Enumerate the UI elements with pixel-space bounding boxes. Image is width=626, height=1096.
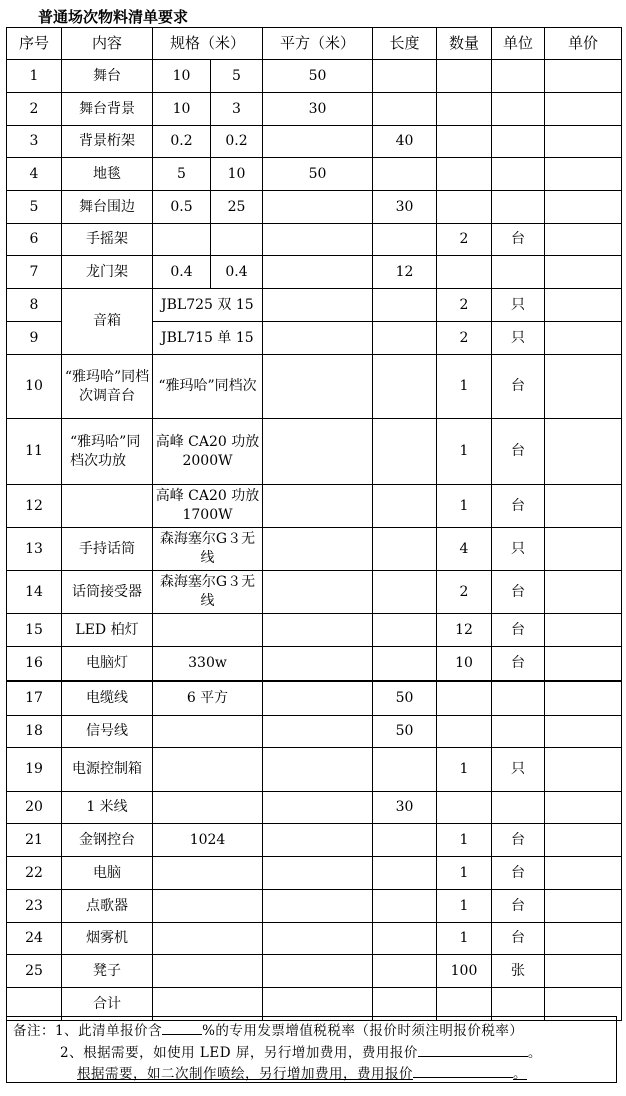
cell-length <box>373 571 437 614</box>
cell-spec2: 3 <box>211 93 263 126</box>
header-row <box>7 28 622 60</box>
cell-price <box>545 158 622 191</box>
cell-length <box>373 60 437 93</box>
cell-spec: 330w <box>153 647 263 681</box>
cell-price <box>545 923 622 955</box>
table-row <box>7 60 622 93</box>
cell-no: 7 <box>7 256 62 289</box>
cell-unit: 台 <box>492 647 545 681</box>
cell-length: 12 <box>373 256 437 289</box>
cell-spec: 高峰 CA20 功放 2000W <box>153 419 263 485</box>
cell-spec <box>153 955 263 988</box>
note-3-text-a: 根据需要，如二次制作喷绘，另行增加费用，费用报价 <box>77 1066 413 1082</box>
cell-spec2 <box>211 224 263 256</box>
cell-length <box>373 857 437 890</box>
cell-price <box>545 126 622 158</box>
cell-unit: 只 <box>492 528 545 571</box>
cell-price <box>545 224 622 256</box>
cell-length <box>373 419 437 485</box>
cell-length <box>373 748 437 792</box>
cell-item: 背景桁架 <box>62 126 153 158</box>
cell-qty: 100 <box>437 955 492 988</box>
cell-qty <box>437 158 492 191</box>
cell-no: 10 <box>7 355 62 419</box>
cell-spec1: 10 <box>153 60 211 93</box>
cell-item: 电缆线 <box>62 681 153 716</box>
cell-unit: 台 <box>492 614 545 647</box>
cell-unit: 台 <box>492 923 545 955</box>
cell-qty: 2 <box>437 322 492 355</box>
cell-unit: 台 <box>492 824 545 857</box>
cell-no: 5 <box>7 191 62 224</box>
table-row <box>7 748 622 792</box>
cell-qty: 2 <box>437 289 492 322</box>
cell-area <box>263 485 373 528</box>
cell-unit: 台 <box>492 419 545 485</box>
note-1-text-a: 备注：1、此清单报价含 <box>13 1023 163 1039</box>
cell-length <box>373 485 437 528</box>
cell-unit <box>492 60 545 93</box>
cell-price <box>545 857 622 890</box>
cell-qty: 2 <box>437 224 492 256</box>
cell-area <box>263 191 373 224</box>
cell-spec: JBL725 双 15 <box>153 289 263 322</box>
cell-spec: JBL715 单 15 <box>153 322 263 355</box>
cell-unit <box>492 716 545 748</box>
cell-length <box>373 224 437 256</box>
cell-item: 地毯 <box>62 158 153 191</box>
cell-length <box>373 528 437 571</box>
cell-price <box>545 824 622 857</box>
cell-length <box>373 647 437 681</box>
cell-spec: 1024 <box>153 824 263 857</box>
cell-no: 9 <box>7 322 62 355</box>
cell-length <box>373 824 437 857</box>
header-spec: 规格（米） <box>153 28 263 60</box>
cell-qty <box>437 256 492 289</box>
cell-area <box>263 289 373 322</box>
note-3-text-b: 。 <box>513 1066 527 1082</box>
cell-item: 点歌器 <box>62 890 153 923</box>
cell-spec: 6 平方 <box>153 681 263 716</box>
cell-length <box>373 289 437 322</box>
cell-price <box>545 647 622 681</box>
table-row <box>7 571 622 614</box>
cell-qty: 2 <box>437 571 492 614</box>
header-length: 长度 <box>373 28 437 60</box>
cell-price <box>545 322 622 355</box>
cell-no: 4 <box>7 158 62 191</box>
cell-unit <box>492 191 545 224</box>
cell-qty <box>437 93 492 126</box>
cell-no: 13 <box>7 528 62 571</box>
cell-no: 6 <box>7 224 62 256</box>
table-row <box>7 824 622 857</box>
cell-no: 12 <box>7 485 62 528</box>
cell-no: 19 <box>7 748 62 792</box>
cell-qty: 1 <box>437 824 492 857</box>
cell-no: 22 <box>7 857 62 890</box>
cell-spec <box>153 792 263 824</box>
cell-no: 21 <box>7 824 62 857</box>
cell-item: 凳子 <box>62 955 153 988</box>
note-line-2 <box>60 1041 542 1061</box>
cell-item: 电源控制箱 <box>62 748 153 792</box>
cell-item: 龙门架 <box>62 256 153 289</box>
note-2-text-a: 2、根据需要，如使用 LED 屏，另行增加费用，费用报价 <box>60 1045 418 1061</box>
table-row <box>7 126 622 158</box>
cell-spec: “雅玛哈”同档次 <box>153 355 263 419</box>
table-row <box>7 681 622 716</box>
cell-no: 14 <box>7 571 62 614</box>
cell-spec2: 0.2 <box>211 126 263 158</box>
table-row <box>7 355 622 419</box>
cell-unit: 只 <box>492 289 545 322</box>
cell-spec1: 0.5 <box>153 191 211 224</box>
cell-price <box>545 419 622 485</box>
table-row <box>7 224 622 256</box>
cell-no: 8 <box>7 289 62 322</box>
cell-area <box>263 419 373 485</box>
cell-unit <box>492 256 545 289</box>
led-price-blank[interactable] <box>418 1042 528 1057</box>
cell-no: 17 <box>7 681 62 716</box>
cell-no: 25 <box>7 955 62 988</box>
cell-area <box>263 647 373 681</box>
cell-area <box>263 857 373 890</box>
cell-spec2: 5 <box>211 60 263 93</box>
cell-no: 20 <box>7 792 62 824</box>
table-row <box>7 419 622 485</box>
cell-qty <box>437 792 492 824</box>
table-row <box>7 158 622 191</box>
cell-unit <box>492 158 545 191</box>
cell-unit: 只 <box>492 748 545 792</box>
cell-qty: 1 <box>437 748 492 792</box>
cell-area <box>263 571 373 614</box>
cell-item: 手摇架 <box>62 224 153 256</box>
header-area: 平方（米） <box>263 28 373 60</box>
cell-spec2: 25 <box>211 191 263 224</box>
cell-length <box>373 158 437 191</box>
cell-item: “雅玛哈”同档次调音台 <box>62 355 153 419</box>
inkjet-price-blank[interactable] <box>413 1063 513 1078</box>
cell-no: 16 <box>7 647 62 681</box>
cell-unit: 台 <box>492 571 545 614</box>
cell-price <box>545 890 622 923</box>
cell-price <box>545 792 622 824</box>
cell-qty: 1 <box>437 355 492 419</box>
table-row <box>7 256 622 289</box>
cell-spec1: 10 <box>153 93 211 126</box>
table-row <box>7 955 622 988</box>
cell-no: 18 <box>7 716 62 748</box>
cell-length: 50 <box>373 681 437 716</box>
cell-item <box>62 485 153 528</box>
cell-spec: 森海塞尔G３无线 <box>153 571 263 614</box>
cell-qty: 1 <box>437 485 492 528</box>
cell-unit <box>492 93 545 126</box>
cell-unit: 张 <box>492 955 545 988</box>
table-row <box>7 93 622 126</box>
cell-qty: 1 <box>437 419 492 485</box>
header-item: 内容 <box>62 28 153 60</box>
cell-length <box>373 923 437 955</box>
cell-price <box>545 748 622 792</box>
cell-price <box>545 60 622 93</box>
cell-item: 舞台背景 <box>62 93 153 126</box>
cell-item: LED 柏灯 <box>62 614 153 647</box>
cell-area: 30 <box>263 93 373 126</box>
cell-qty: 10 <box>437 647 492 681</box>
table-row <box>7 485 622 528</box>
cell-area <box>263 224 373 256</box>
cell-area <box>263 890 373 923</box>
header-no: 序号 <box>7 28 62 60</box>
cell-spec1 <box>153 224 211 256</box>
table-row <box>7 528 622 571</box>
total-label: 合计 <box>62 988 153 1021</box>
cell-no: 1 <box>7 60 62 93</box>
cell-no: 15 <box>7 614 62 647</box>
cell-length <box>373 322 437 355</box>
cell-item: “雅玛哈”同档次功放 <box>62 419 153 485</box>
table-row <box>7 716 622 748</box>
cell-price <box>545 955 622 988</box>
cell-price <box>545 571 622 614</box>
cell-spec1: 0.4 <box>153 256 211 289</box>
cell-area <box>263 355 373 419</box>
cell-qty: 1 <box>437 923 492 955</box>
cell-spec2: 10 <box>211 158 263 191</box>
cell-unit: 只 <box>492 322 545 355</box>
cell-price <box>545 485 622 528</box>
table-row <box>7 647 622 681</box>
cell-length: 30 <box>373 191 437 224</box>
cell-price <box>545 614 622 647</box>
cell-no: 2 <box>7 93 62 126</box>
cell-no: 24 <box>7 923 62 955</box>
table-row <box>7 890 622 923</box>
cell-price <box>545 528 622 571</box>
cell-spec1: 0.2 <box>153 126 211 158</box>
cell-qty <box>437 191 492 224</box>
cell-item: 舞台 <box>62 60 153 93</box>
cell-area <box>263 681 373 716</box>
cell-area: 50 <box>263 158 373 191</box>
cell-unit: 台 <box>492 355 545 419</box>
cell-qty: 4 <box>437 528 492 571</box>
cell-price <box>545 191 622 224</box>
cell-spec <box>153 716 263 748</box>
cell-qty: 1 <box>437 890 492 923</box>
cell-price <box>545 681 622 716</box>
cell-area <box>263 748 373 792</box>
note-1-text-b: %的专用发票增值税税率（报价时须注明报价税率） <box>202 1023 524 1039</box>
cell-qty <box>437 126 492 158</box>
cell-area <box>263 614 373 647</box>
cell-item: 手持话筒 <box>62 528 153 571</box>
cell-price <box>545 93 622 126</box>
cell-item: 舞台围边 <box>62 191 153 224</box>
note-line-3 <box>77 1062 527 1082</box>
table-row <box>7 857 622 890</box>
table-row <box>7 289 622 322</box>
cell-spec1: 5 <box>153 158 211 191</box>
cell-spec: 高峰 CA20 功放 1700W <box>153 485 263 528</box>
cell-unit: 台 <box>492 485 545 528</box>
cell-unit <box>492 126 545 158</box>
cell-unit <box>492 681 545 716</box>
cell-unit: 台 <box>492 857 545 890</box>
header-unit: 单位 <box>492 28 545 60</box>
cell-qty: 1 <box>437 857 492 890</box>
cell-length: 50 <box>373 716 437 748</box>
cell-spec2: 0.4 <box>211 256 263 289</box>
tax-rate-blank[interactable] <box>162 1020 202 1035</box>
cell-area <box>263 824 373 857</box>
cell-item: 话筒接受器 <box>62 571 153 614</box>
cell-length <box>373 890 437 923</box>
cell-spec: 森海塞尔G３无线 <box>153 528 263 571</box>
cell-length <box>373 93 437 126</box>
cell-qty <box>437 60 492 93</box>
cell-area <box>263 126 373 158</box>
cell-length: 40 <box>373 126 437 158</box>
cell-no: 11 <box>7 419 62 485</box>
cell-area <box>263 716 373 748</box>
cell-item: 电脑 <box>62 857 153 890</box>
cell-qty: 12 <box>437 614 492 647</box>
table-row <box>7 792 622 824</box>
cell-area <box>263 528 373 571</box>
cell-qty <box>437 681 492 716</box>
cell-price <box>545 355 622 419</box>
cell-area: 50 <box>263 60 373 93</box>
table-row <box>7 614 622 647</box>
notes-box <box>6 1016 617 1083</box>
note-2-text-b: 。 <box>527 1045 542 1061</box>
document-title: 普通场次物料清单要求 <box>38 8 189 26</box>
cell-unit <box>492 792 545 824</box>
cell-length <box>373 955 437 988</box>
cell-spec <box>153 923 263 955</box>
cell-area <box>263 955 373 988</box>
cell-item: 音箱 <box>62 289 153 355</box>
cell-item: 信号线 <box>62 716 153 748</box>
cell-length <box>373 614 437 647</box>
cell-unit: 台 <box>492 890 545 923</box>
cell-qty <box>437 716 492 748</box>
note-line-1 <box>13 1019 523 1039</box>
cell-item: 烟雾机 <box>62 923 153 955</box>
cell-area <box>263 792 373 824</box>
cell-item: 1 米线 <box>62 792 153 824</box>
cell-item: 电脑灯 <box>62 647 153 681</box>
cell-no: 23 <box>7 890 62 923</box>
header-price: 单价 <box>545 28 622 60</box>
cell-spec <box>153 614 263 647</box>
cell-spec <box>153 890 263 923</box>
material-list-table <box>6 27 622 1021</box>
cell-spec <box>153 857 263 890</box>
cell-length <box>373 355 437 419</box>
cell-price <box>545 716 622 748</box>
cell-area <box>263 256 373 289</box>
cell-price <box>545 289 622 322</box>
cell-spec <box>153 748 263 792</box>
table-row <box>7 191 622 224</box>
cell-no: 3 <box>7 126 62 158</box>
cell-price <box>545 256 622 289</box>
cell-item: 金钢控台 <box>62 824 153 857</box>
cell-area <box>263 923 373 955</box>
cell-area <box>263 322 373 355</box>
cell-unit: 台 <box>492 224 545 256</box>
cell-length: 30 <box>373 792 437 824</box>
header-qty: 数量 <box>437 28 492 60</box>
table-row <box>7 923 622 955</box>
